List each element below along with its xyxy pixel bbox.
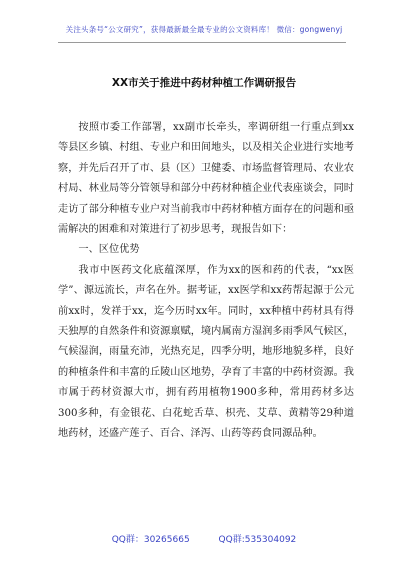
footer-qq-group-2: QQ群:535304092 — [218, 535, 297, 545]
paragraph-intro: 按照市委工作部署，xx副市长牵头，率调研组一行重点到xx等县区乡镇、村组、专业户和田间地头，以及相关企业进行实地考察，并先后召开了市、县（区）卫健委、市场监督管理局、农业农村局、林业局等分管领导和部分中药材种植企业代表座谈会，同时走访了部分种植专业户对当前我市中药材种植方面存在的问题和亟需解决的困难和对策进行了初步思考，现报告如下： — [58, 122, 354, 236]
footer — [0, 532, 408, 545]
footer-qq-group-1: QQ群：30265665 — [111, 535, 190, 545]
header-divider — [58, 42, 346, 43]
header-note: 关注头条号“公文研究”，获得最新最全最专业的公文资料库！ 微信：gongwenyj — [65, 25, 343, 34]
document-title: XX市关于推进中药材种植工作调研报告 — [111, 77, 297, 89]
section-heading: 一、区位优势 — [78, 244, 140, 256]
document-body — [58, 118, 354, 445]
paragraph-advantages: 我市中医药文化底蕴深厚，作为xx的医和药的代表，“xx医学”、源远流长，声名在外。据考证，xx医学和xx药帮起源于公元前xx时，发祥于xx，迄今历时xx年。同时，xx种植中药材具有得天独厚的自然条件和资源禀赋，境内属南方湿润多雨季风气候区，气候湿润，雨量充沛，光热充足，四季分明，地形地貌多样，良好的种植条件和丰富的丘陵山区地势，孕育了丰富的中药材资源。我市属于药材资源大市，拥有药用植物1900多种，常用药材多达300多种，有金银花、白花蛇舌草、枳壳、艾草、黄精等29种道地药材，还盛产莲子、百合、泽泻、山药等药食同源品种。 — [58, 264, 354, 440]
